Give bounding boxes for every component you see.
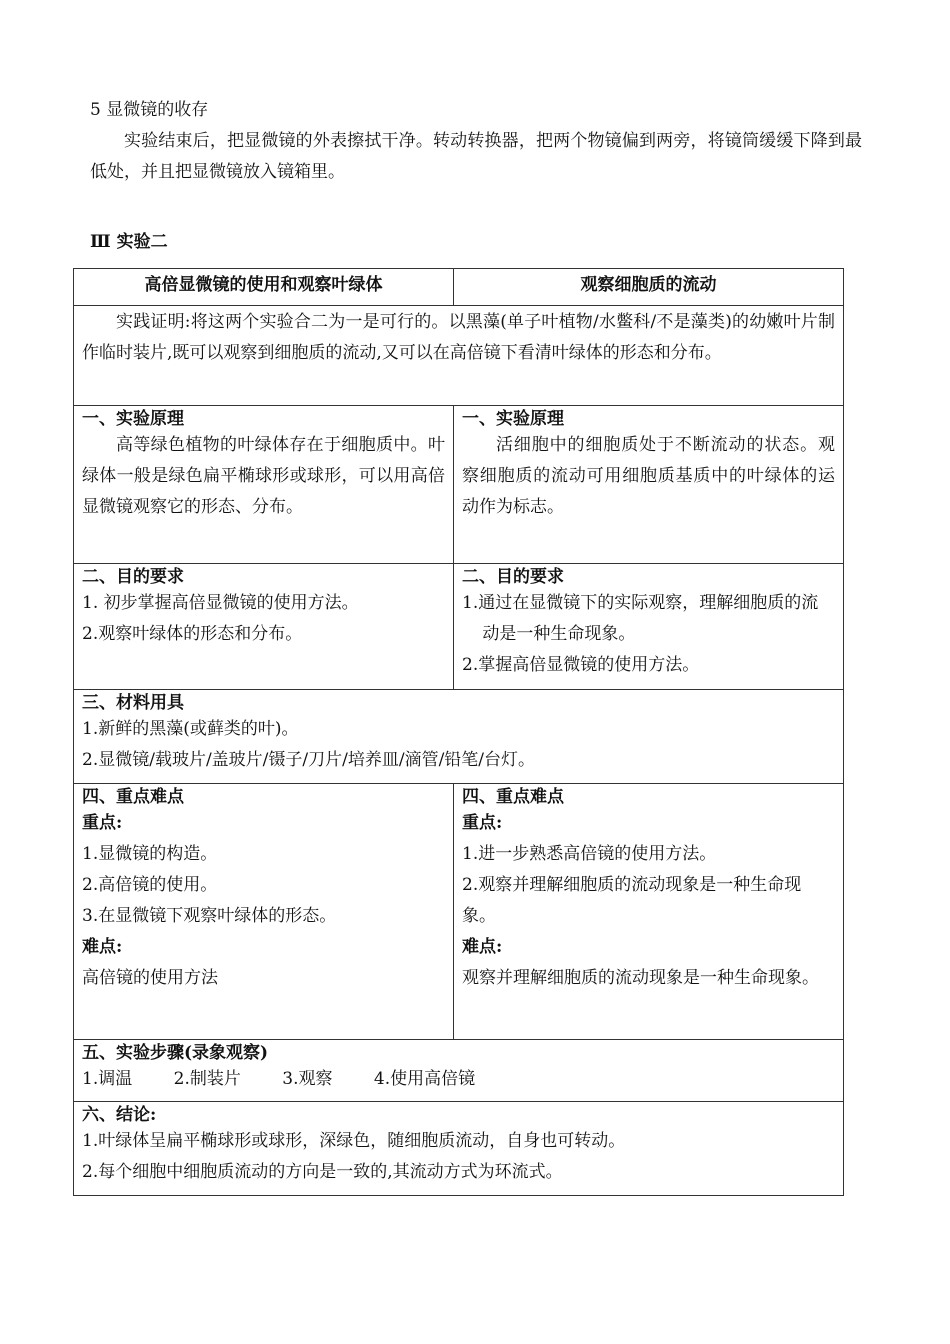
table-header-row (74, 269, 844, 306)
principle-left-title: 一、实验原理 (82, 409, 184, 429)
column-left-title: 高倍显微镜的使用和观察叶绿体 (74, 269, 454, 306)
goals-row (74, 564, 844, 690)
list-item: 1.叶绿体呈扁平椭球形或球形，深绿色，随细胞质流动，自身也可转动。 (82, 1131, 626, 1151)
list-item: 2.显微镜/载玻片/盖玻片/镊子/刀片/培养皿/滴管/铅笔/台灯。 (82, 750, 536, 770)
goals-left-title: 二、目的要求 (82, 567, 184, 587)
principle-row (74, 406, 844, 564)
steps-row (74, 1040, 844, 1102)
list-item: 1. 初步掌握高倍显微镜的使用方法。 (82, 593, 359, 613)
steps-list (82, 1064, 835, 1095)
principle-left-text: 高等绿色植物的叶绿体存在于细胞质中。叶绿体一般是绿色扁平椭球形或球形，可以用高倍显微镜观察它的形态、分布。 (82, 435, 445, 517)
list-item: 1.显微镜的构造。 (82, 844, 218, 864)
keypoints-row (74, 784, 844, 1040)
difficulty-text: 观察并理解细胞质的流动现象是一种生命现象。 (462, 968, 819, 988)
list-item: 1.进一步熟悉高倍镜的使用方法。 (462, 844, 717, 864)
goals-right-title: 二、目的要求 (462, 567, 564, 587)
experiment-2-heading: Ⅲ 实验二 (90, 232, 168, 252)
list-item: 2.观察并理解细胞质的流动现象是一种生命现象。 (462, 875, 802, 926)
section-5-title: 5 显微镜的收存 (90, 100, 209, 120)
list-item: 1.调温 (82, 1069, 133, 1089)
list-item: 3.观察 (282, 1069, 333, 1089)
principle-right-title: 一、实验原理 (462, 409, 564, 429)
materials-title: 三、材料用具 (82, 693, 184, 713)
keypoints-left-title: 四、重点难点 (82, 787, 184, 807)
list-item: 1.新鲜的黑藻(或藓类的叶)。 (82, 719, 299, 739)
conclusion-title: 六、结论: (82, 1105, 157, 1125)
list-item: 2.每个细胞中细胞质流动的方向是一致的,其流动方式为环流式。 (82, 1162, 563, 1182)
list-item: 2.高倍镜的使用。 (82, 875, 218, 895)
key-label: 重点: (462, 813, 503, 833)
steps-title: 五、实验步骤(录象观察) (82, 1043, 269, 1063)
list-item: 2.掌握高倍显微镜的使用方法。 (462, 655, 700, 675)
intro-row (74, 306, 844, 406)
intro-text: 实践证明:将这两个实验合二为一是可行的。以黑藻(单子叶植物/水鳖科/不是藻类)的幼嫩叶片制作临时装片,既可以观察到细胞质的流动,又可以在高倍镜下看清叶绿体的形态和分布。 (82, 312, 835, 363)
difficulty-text: 高倍镜的使用方法 (82, 968, 218, 988)
conclusion-row (74, 1102, 844, 1196)
list-item: 1.通过在显微镜下的实际观察，理解细胞质的流动是一种生命现象。 (462, 593, 819, 644)
list-item: 2.观察叶绿体的形态和分布。 (82, 624, 303, 644)
keypoints-right-title: 四、重点难点 (462, 787, 564, 807)
experiment-table (73, 268, 844, 1196)
difficulty-label: 难点: (462, 937, 503, 957)
list-item: 3.在显微镜下观察叶绿体的形态。 (82, 906, 337, 926)
section-5-paragraph: 实验结束后，把显微镜的外表擦拭干净。转动转换器，把两个物镜偏到两旁，将镜筒缓缓下降到最低处，并且把显微镜放入镜箱里。 (90, 131, 862, 182)
list-item: 2.制装片 (173, 1069, 241, 1089)
principle-right-text: 活细胞中的细胞质处于不断流动的状态。观察细胞质的流动可用细胞质基质中的叶绿体的运动作为标志。 (462, 435, 835, 517)
column-right-title: 观察细胞质的流动 (454, 269, 844, 306)
materials-row (74, 690, 844, 784)
list-item: 4.使用高倍镜 (373, 1069, 476, 1089)
difficulty-label: 难点: (82, 937, 123, 957)
key-label: 重点: (82, 813, 123, 833)
